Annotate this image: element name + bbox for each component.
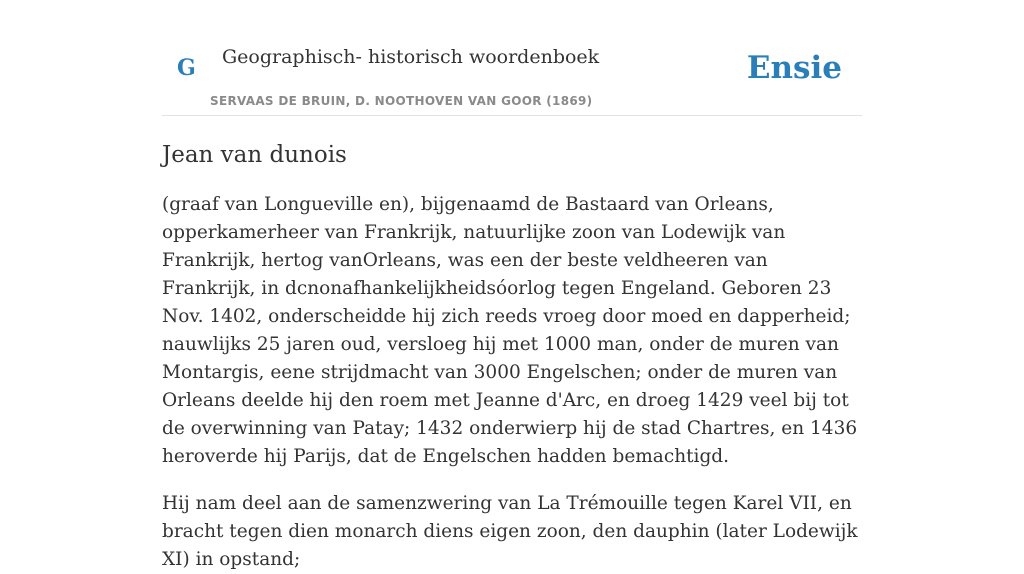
book-initial-icon[interactable]: G xyxy=(177,55,196,81)
entry-title: Jean van dunois xyxy=(162,142,347,168)
book-title-link[interactable]: Geographisch- historisch woordenboek xyxy=(222,46,600,68)
entry-paragraph: (graaf van Longueville en), bijgenaamd de Bastaard van Orleans, opperkamerheer van Frankrijk, natuurlijke zoon van Lodewijk van Frankrijk, hertog vanOrleans, was een der beste veldheeren van Frankrijk, in dcnonafhankelijkheidsóorlog tegen Engeland. Geboren 23 Nov. 1402, onderscheidde hij zich reeds vroeg door moed en dapperheid; nauwlijks 25 jaren oud, versloeg hij met 1000 man, onder de muren van Montargis, eene strijdmacht van 3000 Engelschen; onder de muren van Orleans deelde hij den roem met Jeanne d'Arc, en droeg 1429 veel bij tot de overwinning van Patay; 1432 onderwierp hij de stad Chartres, en 1436 heroverde hij Parijs, dat de Engelschen hadden bemachtigd. xyxy=(162,194,858,467)
page-container xyxy=(162,0,862,574)
entry-paragraph: Hij nam deel aan de samenzwering van La Trémouille tegen Karel VII, en bracht tegen dien monarch diens eigen zoon, den dauphin (later Lodewijk XI) in opstand; xyxy=(162,493,858,570)
book-header xyxy=(162,0,862,116)
book-authors: SERVAAS DE BRUIN, D. NOOTHOVEN VAN GOOR (1869) xyxy=(210,94,593,108)
ensie-logo-link[interactable]: Ensie xyxy=(746,50,842,86)
